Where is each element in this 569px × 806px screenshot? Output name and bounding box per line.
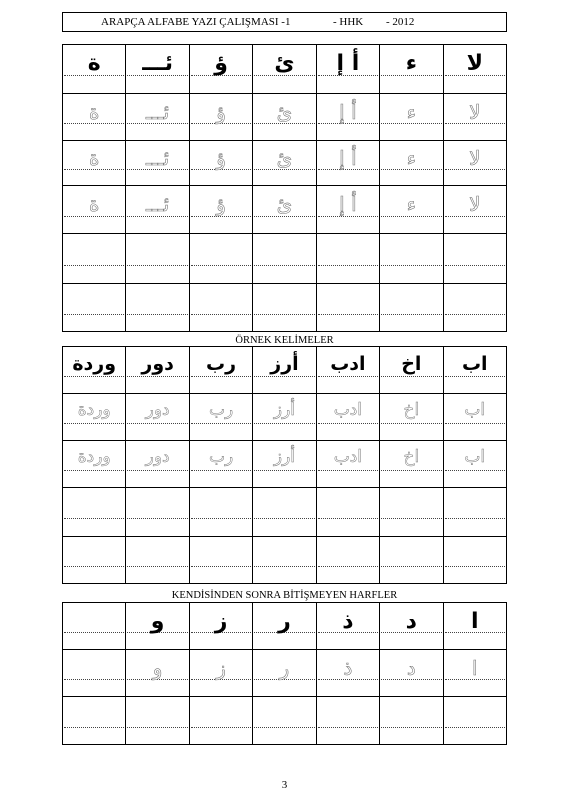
letters-practice-grid — [62, 44, 507, 332]
grid-cell[interactable] — [189, 537, 252, 584]
grid-cell[interactable] — [443, 284, 506, 332]
grid-cell[interactable] — [126, 441, 189, 488]
trace-letter: ؤ — [216, 146, 226, 170]
trace-letter: ئ — [276, 192, 293, 216]
worksheet-header — [62, 12, 507, 32]
trace-row — [63, 650, 507, 697]
model-letter: و — [150, 609, 165, 634]
model-letter: اب — [461, 353, 488, 375]
writing-guide-line — [64, 314, 124, 315]
grid-cell[interactable] — [380, 650, 443, 697]
writing-guide-line — [318, 314, 378, 315]
writing-guide-line — [64, 470, 124, 471]
model-letter: ء — [405, 51, 417, 76]
trace-letter: ئـــ — [146, 100, 170, 124]
trace-letter: لا — [469, 192, 481, 216]
grid-cell — [380, 347, 443, 394]
grid-cell[interactable] — [253, 697, 316, 745]
grid-cell — [253, 347, 316, 394]
trace-row — [63, 94, 507, 141]
grid-cell[interactable] — [189, 186, 252, 234]
grid-cell — [443, 347, 506, 394]
grid-cell[interactable] — [380, 394, 443, 441]
grid-cell[interactable] — [189, 488, 252, 537]
trace-letter: أ إ — [339, 146, 357, 170]
grid-cell[interactable] — [253, 650, 316, 697]
writing-guide-line — [254, 376, 314, 377]
author-label: - HHK — [333, 16, 364, 28]
model-letter: اخ — [401, 353, 422, 375]
writing-guide-line — [191, 470, 251, 471]
writing-guide-line — [445, 566, 505, 567]
grid-cell[interactable] — [253, 284, 316, 332]
writing-guide-line — [254, 314, 314, 315]
trace-letter: رب — [208, 400, 234, 420]
grid-cell[interactable] — [316, 394, 379, 441]
grid-cell — [126, 347, 189, 394]
grid-cell[interactable] — [316, 650, 379, 697]
trace-letter: ء — [406, 192, 417, 216]
non-joining-section-title: KENDİSİNDEN SONRA BİTİŞMEYEN HARFLER — [171, 590, 398, 601]
grid-cell[interactable] — [316, 234, 379, 284]
trace-letter: ة — [88, 146, 100, 170]
grid-cell[interactable] — [316, 488, 379, 537]
writing-guide-line — [254, 265, 314, 266]
writing-guide-line — [254, 518, 314, 519]
trace-letter: ء — [406, 100, 417, 124]
blank-practice-row — [63, 537, 507, 584]
trace-row — [63, 394, 507, 441]
grid-cell — [189, 603, 252, 650]
writing-guide-line — [127, 216, 187, 217]
writing-guide-line — [318, 727, 378, 728]
grid-cell[interactable] — [316, 537, 379, 584]
writing-guide-line — [445, 216, 505, 217]
trace-letter: لا — [469, 100, 481, 124]
writing-guide-line — [64, 727, 124, 728]
writing-guide-line — [318, 566, 378, 567]
trace-letter: لا — [469, 146, 481, 170]
writing-guide-line — [318, 518, 378, 519]
trace-letter: ة — [88, 192, 100, 216]
writing-guide-line — [64, 632, 124, 633]
writing-guide-line — [445, 470, 505, 471]
grid-cell[interactable] — [63, 441, 126, 488]
grid-cell[interactable] — [189, 94, 252, 141]
writing-guide-line — [191, 376, 251, 377]
writing-guide-line — [127, 470, 187, 471]
writing-guide-line — [191, 216, 251, 217]
writing-guide-line — [191, 265, 251, 266]
writing-guide-line — [127, 314, 187, 315]
grid-cell[interactable] — [380, 488, 443, 537]
writing-guide-line — [64, 518, 124, 519]
model-letter: ا — [470, 609, 479, 634]
grid-cell[interactable] — [443, 394, 506, 441]
trace-letter: ة — [88, 100, 100, 124]
model-letter: ر — [278, 609, 291, 634]
writing-guide-line — [381, 216, 441, 217]
model-letter: ذ — [342, 609, 354, 634]
grid-cell — [443, 603, 506, 650]
model-letter: ادب — [330, 353, 366, 375]
writing-guide-line — [445, 314, 505, 315]
model-row — [63, 603, 507, 650]
grid-cell[interactable] — [253, 537, 316, 584]
trace-letter: دور — [145, 447, 170, 467]
model-letter: أرز — [270, 353, 299, 375]
blank-practice-row — [63, 284, 507, 332]
grid-cell[interactable] — [253, 488, 316, 537]
grid-cell[interactable] — [253, 186, 316, 234]
grid-cell[interactable] — [316, 94, 379, 141]
writing-guide-line — [318, 376, 378, 377]
writing-guide-line — [381, 423, 441, 424]
grid-cell[interactable] — [380, 186, 443, 234]
trace-letter: ئـــ — [146, 146, 170, 170]
grid-cell[interactable] — [443, 234, 506, 284]
writing-guide-line — [64, 566, 124, 567]
grid-cell[interactable] — [316, 697, 379, 745]
grid-cell — [253, 603, 316, 650]
model-letter: ئـــ — [142, 51, 174, 76]
grid-cell — [253, 45, 316, 94]
writing-guide-line — [127, 265, 187, 266]
grid-cell[interactable] — [253, 94, 316, 141]
writing-guide-line — [381, 566, 441, 567]
blank-practice-row — [63, 234, 507, 284]
writing-guide-line — [127, 376, 187, 377]
trace-letter: ئـــ — [146, 192, 170, 216]
grid-cell[interactable] — [63, 141, 126, 186]
grid-cell[interactable] — [253, 141, 316, 186]
grid-cell[interactable] — [443, 697, 506, 745]
grid-cell[interactable] — [253, 234, 316, 284]
grid-cell — [189, 45, 252, 94]
grid-cell[interactable] — [443, 650, 506, 697]
trace-letter: ؤ — [216, 192, 226, 216]
trace-letter: أرز — [273, 447, 296, 467]
grid-cell[interactable] — [443, 488, 506, 537]
model-letter: رب — [206, 353, 237, 375]
grid-cell[interactable] — [443, 186, 506, 234]
model-letter: دور — [141, 353, 174, 375]
writing-guide-line — [191, 423, 251, 424]
grid-cell[interactable] — [189, 394, 252, 441]
model-letter: ة — [87, 51, 101, 76]
writing-guide-line — [381, 727, 441, 728]
non-joining-letters-grid — [62, 602, 507, 745]
writing-guide-line — [445, 518, 505, 519]
grid-cell — [380, 45, 443, 94]
trace-letter: ذ — [343, 656, 353, 680]
grid-cell[interactable] — [380, 284, 443, 332]
grid-cell[interactable] — [443, 537, 506, 584]
grid-cell — [126, 603, 189, 650]
writing-guide-line — [127, 423, 187, 424]
writing-guide-line — [381, 470, 441, 471]
grid-cell[interactable] — [63, 488, 126, 537]
grid-cell[interactable] — [63, 650, 126, 697]
grid-cell[interactable] — [316, 284, 379, 332]
writing-guide-line — [381, 518, 441, 519]
writing-guide-line — [254, 566, 314, 567]
grid-cell[interactable] — [380, 697, 443, 745]
writing-guide-line — [318, 265, 378, 266]
writing-guide-line — [191, 566, 251, 567]
grid-cell[interactable] — [189, 650, 252, 697]
model-letter: ؤ — [214, 51, 228, 76]
grid-cell[interactable] — [316, 141, 379, 186]
grid-cell — [380, 603, 443, 650]
grid-cell[interactable] — [63, 234, 126, 284]
grid-cell[interactable] — [126, 234, 189, 284]
grid-cell[interactable] — [380, 234, 443, 284]
grid-cell[interactable] — [189, 697, 252, 745]
trace-letter: ادب — [333, 447, 363, 467]
writing-guide-line — [381, 265, 441, 266]
grid-cell[interactable] — [63, 186, 126, 234]
trace-letter: دور — [145, 400, 170, 420]
grid-cell — [316, 347, 379, 394]
writing-guide-line — [191, 727, 251, 728]
trace-letter: رب — [208, 447, 234, 467]
grid-cell[interactable] — [63, 537, 126, 584]
trace-letter: أ إ — [339, 192, 357, 216]
trace-letter: اخ — [403, 447, 420, 467]
model-letter: ز — [214, 609, 228, 634]
grid-cell[interactable] — [443, 94, 506, 141]
writing-guide-line — [127, 566, 187, 567]
trace-letter: أ إ — [339, 100, 357, 124]
trace-letter: ز — [216, 656, 226, 680]
grid-cell[interactable] — [126, 488, 189, 537]
grid-cell[interactable] — [126, 697, 189, 745]
grid-cell[interactable] — [443, 441, 506, 488]
grid-cell[interactable] — [126, 186, 189, 234]
grid-cell[interactable] — [380, 537, 443, 584]
writing-guide-line — [64, 376, 124, 377]
trace-letter: ر — [279, 656, 290, 680]
grid-cell — [316, 603, 379, 650]
grid-cell — [63, 347, 126, 394]
writing-guide-line — [254, 423, 314, 424]
grid-cell[interactable] — [253, 394, 316, 441]
trace-letter: ء — [406, 146, 417, 170]
writing-guide-line — [445, 727, 505, 728]
grid-cell[interactable] — [443, 141, 506, 186]
writing-guide-line — [64, 679, 124, 680]
grid-cell[interactable] — [380, 441, 443, 488]
grid-cell[interactable] — [189, 284, 252, 332]
page-number: 3 — [281, 779, 288, 791]
trace-letter: و — [152, 656, 163, 680]
model-letter: ئ — [274, 51, 295, 76]
grid-cell[interactable] — [126, 94, 189, 141]
writing-guide-line — [254, 727, 314, 728]
grid-cell[interactable] — [126, 284, 189, 332]
grid-cell[interactable] — [189, 141, 252, 186]
writing-guide-line — [318, 470, 378, 471]
writing-guide-line — [64, 423, 124, 424]
grid-cell[interactable] — [316, 441, 379, 488]
grid-cell[interactable] — [380, 94, 443, 141]
trace-row — [63, 441, 507, 488]
trace-letter: ؤ — [216, 100, 226, 124]
writing-guide-line — [445, 265, 505, 266]
writing-guide-line — [127, 727, 187, 728]
writing-guide-line — [381, 376, 441, 377]
grid-cell[interactable] — [189, 234, 252, 284]
writing-guide-line — [191, 518, 251, 519]
grid-cell[interactable] — [253, 441, 316, 488]
trace-row — [63, 186, 507, 234]
trace-letter: ئ — [276, 146, 293, 170]
grid-cell[interactable] — [380, 141, 443, 186]
writing-guide-line — [318, 423, 378, 424]
writing-guide-line — [127, 518, 187, 519]
writing-guide-line — [445, 423, 505, 424]
grid-cell[interactable] — [126, 394, 189, 441]
model-letter: وردة — [72, 353, 117, 375]
trace-letter: ئ — [276, 100, 293, 124]
grid-cell — [63, 45, 126, 94]
blank-practice-row — [63, 697, 507, 745]
grid-cell[interactable] — [63, 284, 126, 332]
worksheet-title: ARAPÇA ALFABE YAZI ÇALIŞMASI -1 — [101, 16, 291, 28]
trace-letter: د — [406, 656, 416, 680]
grid-cell[interactable] — [126, 141, 189, 186]
grid-cell — [189, 347, 252, 394]
grid-cell[interactable] — [126, 537, 189, 584]
words-practice-grid — [62, 346, 507, 584]
grid-cell — [126, 45, 189, 94]
trace-letter: وردة — [77, 447, 111, 467]
model-letter: أ إ — [336, 51, 360, 76]
grid-cell[interactable] — [63, 394, 126, 441]
model-row — [63, 45, 507, 94]
year-label: - 2012 — [386, 16, 415, 28]
writing-guide-line — [318, 216, 378, 217]
trace-letter: ادب — [333, 400, 363, 420]
writing-guide-line — [254, 216, 314, 217]
trace-letter: أرز — [273, 400, 296, 420]
writing-guide-line — [64, 216, 124, 217]
model-row — [63, 347, 507, 394]
grid-cell[interactable] — [316, 186, 379, 234]
trace-row — [63, 141, 507, 186]
trace-letter: اب — [464, 447, 486, 467]
trace-letter: وردة — [77, 400, 111, 420]
grid-cell[interactable] — [63, 697, 126, 745]
grid-cell — [63, 603, 126, 650]
blank-practice-row — [63, 488, 507, 537]
model-letter: د — [405, 609, 417, 634]
writing-guide-line — [445, 376, 505, 377]
examples-section-title: ÖRNEK KELİMELER — [235, 335, 334, 346]
trace-letter: ا — [471, 656, 478, 680]
grid-cell[interactable] — [126, 650, 189, 697]
trace-letter: اب — [464, 400, 486, 420]
trace-letter: اخ — [403, 400, 420, 420]
grid-cell — [316, 45, 379, 94]
writing-guide-line — [254, 470, 314, 471]
writing-guide-line — [64, 265, 124, 266]
grid-cell[interactable] — [63, 94, 126, 141]
grid-cell[interactable] — [189, 441, 252, 488]
writing-guide-line — [381, 314, 441, 315]
writing-guide-line — [191, 314, 251, 315]
grid-cell — [443, 45, 506, 94]
model-letter: لا — [466, 51, 483, 76]
